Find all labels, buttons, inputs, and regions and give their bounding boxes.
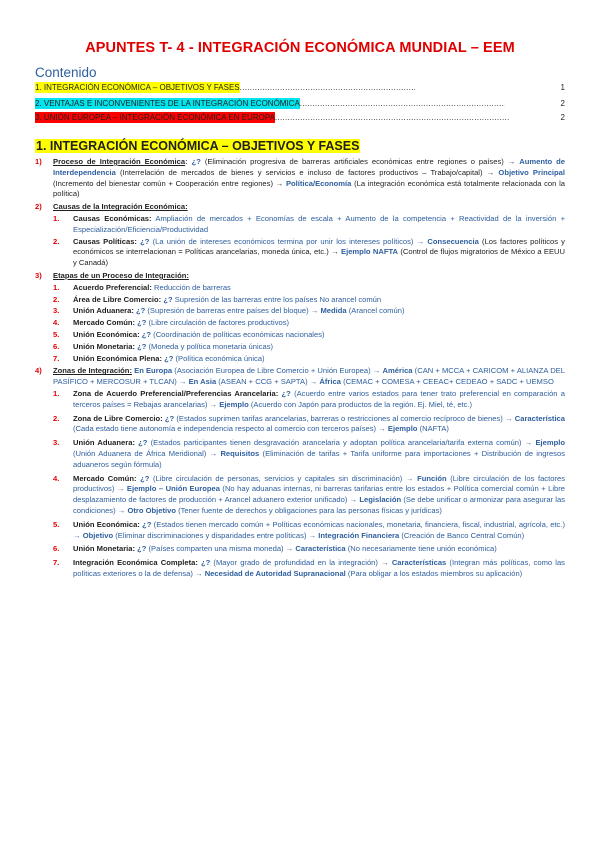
sub-item-number: 2. [53,236,60,246]
term: Legislación [359,495,402,505]
item-title: Zonas de Integración: [53,366,132,376]
text: (Libre circulación de personas, servicios y capitales sin discriminación) → [149,473,418,483]
text: (Eliminar discriminaciones y disparidades entre políticas) → [113,530,319,540]
sub-item [53,389,565,411]
sub-item [53,295,565,306]
sub-item-number: 1. [53,282,60,292]
term: ¿? [197,558,211,568]
term: ¿? [133,306,146,316]
text: (La integración económica está totalmente relacionada con la política) [53,178,565,199]
term: Unión Monetaria: [73,341,136,351]
text: (Eliminación progresiva de barreras artificiales económicas entre regiones o países) → [200,157,520,166]
toc-page-number: 2 [560,113,565,122]
term: ¿? [136,473,150,483]
term: Aumento de Interdependencia [53,157,565,177]
text: (Países comparten una misma moneda) → [146,544,296,554]
term: Área de Libre Comercio: [73,294,162,304]
term: Necesidad de Autoridad Supranacional [204,568,346,578]
term: Características [391,558,447,568]
term: En Asia [188,377,217,387]
sub-item-number: 2. [53,294,60,304]
term: Mercado Común: [73,473,137,483]
term: Unión Monetaria: [73,544,136,554]
text: (Integran más políticas, como las políticas exteriores o la de defensa) → [73,558,565,578]
term: Ejemplo [219,399,249,409]
text: (Supresión de barreras entre países del bloque) → [145,306,321,316]
question-mark: ¿? [136,236,150,246]
question-mark: : ¿? [185,157,201,166]
toc-heading: Contenido [35,65,97,80]
term: Función [417,473,447,483]
term: ¿? [139,329,152,339]
sub-item-number: 1. [53,213,60,223]
sub-item-number: 3. [53,306,60,316]
text: (Mayor grado de profundidad en la integración) → [210,558,392,568]
sub-item-number: 2. [53,413,60,423]
term: Acuerdo Preferencial: [73,282,152,292]
list-item [35,157,565,200]
sub-item-number: 4. [53,318,60,328]
text: (Tener fuente de derechos y obligaciones para las personas físicas y jurídicas) [175,505,442,515]
sub-item [53,342,565,353]
term: Política/Economía [285,178,352,188]
text: (Incremento del bienestar común + Cooperación entre regiones) → [53,178,286,188]
sub-item [53,330,565,341]
term: ¿? [162,413,175,423]
term: En Europa [131,366,173,376]
term: ¿? [139,519,152,529]
text: (Moneda y política monetaria únicas) [146,341,274,351]
sub-item-number: 6. [53,341,60,351]
text: (Control de flujos migratorios de México a EEUU y Canadá) [73,247,565,268]
term: ¿? [278,388,291,398]
term: Unión Económica: [73,519,140,529]
text: (NAFTA) [417,424,449,434]
toc-entry-label: 1. INTEGRACIÓN ECONÓMICA – OBJETIVOS Y FASES [35,83,240,92]
term: Consecuencia [427,236,479,246]
sub-item [53,558,565,580]
text: (No hay aduanas internas, ni barreras tarifarias entre los estados + Política comercial común + Libre desplazamiento de factores de producción + Arancel aduanero exterior unificado) → [73,484,566,505]
sub-item-number: 1. [53,388,60,398]
text: (Estados tienen mercado común + Políticas económicas nacionales, monetaria, financiera, fiscal, industrial, agrícola, etc.) → [73,519,565,540]
term: Integración Económica Completa: [73,558,198,568]
text: (No necesariamente tiene unión económica) [345,544,497,554]
sub-item [53,237,565,269]
list-item [35,202,565,269]
sub-item-number: 6. [53,544,60,554]
sub-item [53,318,565,329]
term: Característica [295,544,346,554]
text: (Los factores políticos y económicos se interrelacionan = Políticas arancelarias, moneda única, etc.) → [73,236,565,257]
text: (Coordinación de políticas económicas nacionales) [151,329,325,339]
sub-item-number: 7. [53,353,60,363]
term: Objetivo Principal [498,167,566,177]
section-heading: 1. INTEGRACIÓN ECONÓMICA – OBJETIVOS Y FASES [36,139,360,153]
text: (Eliminación de tarifas + Tarifa uniforme para importaciones + Distribución de ingresos aduaneros según fórmula) [73,448,565,469]
term: Ejemplo – Unión Europea [126,484,220,494]
term: Unión Económica Plena: [73,353,163,363]
term: América [382,366,413,376]
term: Ejemplo [535,438,565,448]
sub-item [53,414,565,436]
term: Zona de Libre Comercio: [73,413,163,423]
term: Ejemplo [387,424,418,434]
document-title: APUNTES T- 4 - INTEGRACIÓN ECONÓMICA MUNDIAL – EEM [85,40,515,56]
term: Zona de Acuerdo Preferencial/Preferencias Arancelaria: [73,388,279,398]
stages-list [53,283,565,365]
term: Objetivo [82,530,114,540]
term: ¿? [162,353,174,363]
sub-item-number: 5. [53,519,60,529]
term: Causas Políticas: [73,236,137,246]
toc-entry[interactable] [35,112,565,123]
toc-dots [300,98,505,109]
term: Ejemplo NAFTA [341,247,399,257]
toc-page-number: 1 [560,83,565,92]
text: (Se debe unificar o armonizar para asegurar las condiciones) → [73,495,565,515]
term: ¿? [161,294,173,304]
text: (ASEAN + CCG + SAPTA) → [216,377,320,387]
item-title: Etapas de un Proceso de Integración: [53,270,189,280]
list-item [35,271,565,364]
item-number: 1) [35,157,42,166]
sub-item [53,544,565,555]
term: Otro Objetivo [127,505,176,515]
text: (Estados suprimen tarifas arancelarias, barreras o restricciones al comercio recíproco de bienes) → [174,413,515,423]
sub-item [53,283,565,294]
toc-entry[interactable] [35,98,565,109]
text: Reducción de barreras [151,282,231,292]
list-item [35,366,565,579]
text: Supresión de las barreras entre los países No arancel común [172,294,382,304]
text: (Libre circulación de factores productivos) [146,318,290,328]
text: (Asociación Europea de Libre Comercio + Unión Europea) → [172,366,383,376]
item-number: 4) [35,366,42,376]
term: Unión Aduanera: [73,438,135,448]
zones-list [53,389,565,580]
section-content [35,157,565,583]
text: (Cada estado tiene autonomía e independencia respecto al comercio con terceros países) → [73,424,388,434]
sub-item-number: 3. [53,438,60,448]
text: (Unión Aduanera de África Meridional) → [73,448,221,458]
sub-item [53,474,565,517]
sub-item [53,438,565,470]
item-text [53,366,565,388]
toc-entry[interactable] [35,82,565,93]
sub-item [53,354,565,365]
text: (Política económica única) [173,353,265,363]
term: Unión Económica: [73,329,140,339]
item-title: Causas de la Integración Económica: [53,202,188,212]
term: Proceso de Integración Económica [53,157,186,166]
term: ¿? [135,341,147,351]
toc-page-number: 2 [560,99,565,108]
sub-item-number: 5. [53,329,60,339]
term: ¿? [135,544,147,554]
sub-item [53,214,565,236]
term: África [319,377,341,387]
term: ¿? [135,318,147,328]
text: (Acuerdo entre varios estados para tener trato preferencial en comparación a terceros países = Rebajas arancelarias) → [73,388,565,409]
text: (Acuerdo con Japón para productos de la región. Ej. Miel, té, etc.) [248,399,473,409]
sub-item [53,306,565,317]
toc-entry-label: 3. UNIÓN EUROPEA – INTEGRACIÓN ECONÓMICA EN EUROPA [35,113,275,122]
sub-item-number: 7. [53,558,60,568]
text: (Interrelación de mercados de bienes y servicios e incluso de factores productivos – Trabajo/capital) → [115,167,499,177]
text: (Para obligar a los estados miembros su aplicación) [345,568,523,578]
term: Integración Financiera [318,530,400,540]
sub-item [53,520,565,542]
term: Requisitos [220,448,260,458]
sub-item-number: 4. [53,473,60,483]
term: Unión Aduanera: [73,306,134,316]
text: (La unión de intereses económicos termina por unir los intereses políticos) → [149,236,428,246]
text: (Creación de Banco Central Común) [399,530,525,540]
toc-dots [275,112,510,123]
term: Medida [320,306,347,316]
term: Característica [514,413,566,423]
term: ¿? [134,438,148,448]
text: (CAN + MCCA + CARICOM + ALIANZA DEL PASÍFICO + MERCOSUR + TLCAN) → [53,366,565,387]
text: Ampliación de mercados + Economías de escala + Aumento de la competencia + Reactividad de la inversión + Especialización/Eficiencia/Productividad [73,213,566,234]
text: (Arancel común) [346,306,405,316]
text: (CEMAC + COMESA + CEEAC+ CEDEAO + SADC + UEMSO [340,377,554,387]
item-number: 3) [35,270,42,280]
toc-entry-label: 2. VENTAJAS E INCONVENIENTES DE LA INTEGRACIÓN ECONÓMICA [35,99,300,108]
text: (Estados participantes tienen desgravación arancelaria y adoptan política arancelaria/tarifa externa común) → [147,438,536,448]
text: (Libre circulación de los factores productivos) → [73,473,565,494]
term: Mercado Común: [73,318,136,328]
item-number: 2) [35,202,42,212]
toc-dots [240,82,415,93]
term: Causas Económicas: [73,213,152,223]
